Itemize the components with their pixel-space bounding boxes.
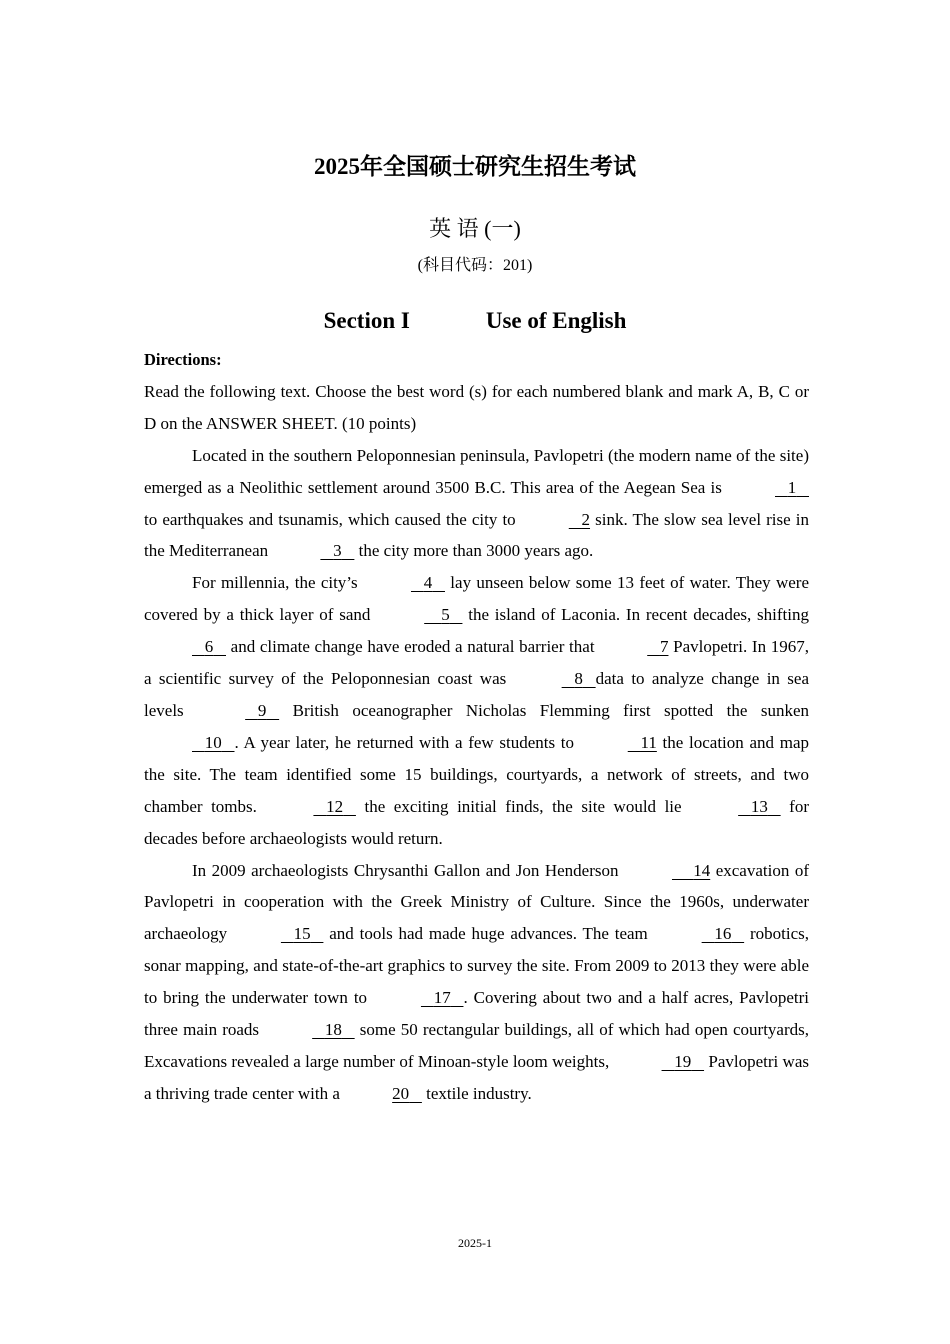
section-name: Use of English bbox=[485, 308, 627, 333]
passage-text: . A year later, he returned with a few students to bbox=[234, 732, 580, 752]
passage-text: the island of Laconia. In recent decades, shifting bbox=[462, 605, 809, 625]
passage-text: and tools had made huge advances. The team bbox=[323, 924, 654, 944]
blank-12: 12 bbox=[326, 796, 344, 816]
blank-1: 1 bbox=[787, 477, 797, 497]
blank-16: 16 bbox=[714, 924, 732, 944]
passage-text: data to analyze change in sea levels bbox=[144, 669, 810, 720]
subject-code: (科目代码：201) bbox=[417, 257, 533, 274]
blank-15: 15 bbox=[293, 924, 311, 944]
passage-text: For millennia, the city’s bbox=[192, 573, 363, 593]
blank-4: 4 bbox=[423, 573, 433, 593]
exam-title: 2025年全国硕士研究生招生考试 bbox=[314, 154, 636, 179]
passage-text: Pavlopetri. In 1967, a scientific survey of the Peloponnesian coast was bbox=[144, 637, 809, 689]
passage-text: for decades before archaeologists would return. bbox=[144, 796, 809, 848]
passage-paragraph-3 bbox=[144, 855, 809, 1110]
passage-text: the exciting initial finds, the site would lie bbox=[355, 796, 691, 816]
passage-text: textile industry. bbox=[421, 1083, 532, 1103]
passage-text: robotics, sonar mapping, and state-of-the-art graphics to survey the site. From 2009 to 2013 they were able to bring the underwater town to bbox=[144, 924, 809, 1008]
subject-title: 英 语 (一) bbox=[429, 216, 521, 241]
passage-text: the location and map the site. The team identified some 15 buildings, courtyards, a network of streets, and two chamber tombs. bbox=[144, 732, 809, 816]
passage-text: In 2009 archaeologists Chrysanthi Gallon and Jon Henderson bbox=[192, 860, 624, 880]
blank-7: 7 bbox=[659, 637, 669, 657]
blank-17: 17 bbox=[433, 988, 451, 1008]
passage-paragraph-2 bbox=[144, 567, 809, 854]
blank-13: 13 bbox=[750, 796, 768, 816]
blank-2: 2 bbox=[581, 509, 591, 529]
passage-text: to earthquakes and tsunamis, which caused the city to bbox=[144, 509, 521, 529]
blank-10: 10 bbox=[204, 732, 222, 752]
passage-text: the city more than 3000 years ago. bbox=[354, 541, 594, 561]
section-heading bbox=[0, 308, 950, 334]
passage-text: and climate change have eroded a natural barrier that bbox=[226, 637, 600, 657]
passage-paragraph-1 bbox=[144, 440, 809, 568]
blank-20: 20 bbox=[392, 1083, 410, 1103]
passage-text: Pavlopetri was a thriving trade center with a bbox=[144, 1051, 809, 1103]
blank-3: 3 bbox=[333, 541, 342, 561]
blank-9: 9 bbox=[257, 700, 267, 720]
blank-18: 18 bbox=[324, 1020, 342, 1040]
passage-text: sink. The slow sea level rise in the Mediterranean bbox=[144, 509, 809, 561]
passage-text: . Covering about two and a half acres, Pavlopetri three main roads bbox=[144, 988, 809, 1040]
passage-text: some 50 rectangular buildings, all of which had open courtyards, Excavations revealed a large number of Minoan-style loom weights, bbox=[144, 1020, 809, 1071]
passage-text: lay unseen below some 13 feet of water. They were covered by a thick layer of sand bbox=[144, 573, 809, 625]
blank-19: 19 bbox=[674, 1051, 692, 1071]
passage-text: Located in the southern Peloponnesian peninsula, Pavlopetri (the modern name of the site) emerged as a Neolithic settlement around 3500 B.C. This area of the Aegean Sea is bbox=[144, 445, 809, 497]
passage-text: excavation of Pavlopetri in cooperation with the Greek Ministry of Culture. Since the 1960s, underwater archaeology bbox=[144, 860, 809, 944]
blank-8: 8 bbox=[574, 669, 583, 689]
section-number: Section I bbox=[323, 308, 410, 333]
directions-label: Directions: bbox=[144, 350, 222, 369]
body-text bbox=[144, 344, 809, 1110]
directions-text: Read the following text. Choose the best word (s) for each numbered blank and mark A, B, C or D on the ANSWER SHEET. (10 points) bbox=[144, 381, 809, 433]
blank-6: 6 bbox=[204, 637, 214, 657]
blank-5: 5 bbox=[441, 605, 450, 625]
passage-text: British oceanographer Nicholas Flemming first spotted the sunken bbox=[279, 700, 810, 720]
blank-14: 14 bbox=[693, 860, 711, 880]
blank-11: 11 bbox=[640, 732, 657, 752]
page-number: 2025-1 bbox=[458, 1236, 492, 1250]
